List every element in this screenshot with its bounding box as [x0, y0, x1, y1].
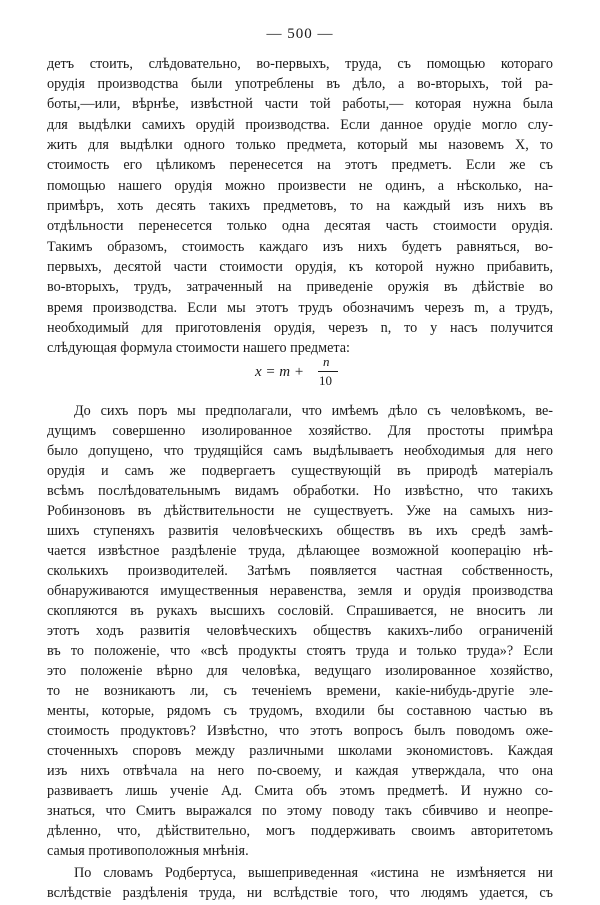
text-line: изъ нихъ отвѣчала на него по-своему, и каждая утверждала, что она	[47, 763, 553, 779]
text-line: развиваетъ лишь ученіе Ад. Смита объ этомъ предметѣ. И нужно со-	[47, 783, 553, 799]
formula-lhs: x = m +	[255, 364, 304, 380]
value-formula	[0, 354, 600, 396]
text-line: въ то положеніе, что «всѣ продукты стоятъ труда и только труда»? Если	[47, 643, 553, 659]
formula-numerator: n	[323, 354, 330, 369]
text-line: во-вторыхъ, трудъ, затраченный на приведеніе оружія въ дѣйствіе во	[47, 279, 553, 295]
text-line: примѣръ, хоть десять такихъ предметовъ, то на каждый изъ нихъ въ	[47, 198, 553, 214]
text-line: стоимость его цѣликомъ перенесется на этотъ предметъ. Если же съ	[47, 157, 553, 173]
text-line: знаться, что Смитъ выражался по этому поводу такъ сбивчиво и неопре-	[47, 803, 553, 819]
text-line: помощью нашего орудія можно произвести не одинъ, а нѣсколько, на-	[47, 178, 553, 194]
text-line: Такимъ образомъ, стоимость каждаго изъ нихъ будетъ равняться, во-	[47, 239, 553, 255]
text-line: было допущено, что трудящійся самъ выдѣлываетъ необходимыя для него	[47, 443, 553, 459]
text-line: отдѣльности перенесется только одна десятая часть стоимости орудія.	[47, 218, 553, 234]
text-line: стоимость продуктовъ? Извѣстно, что этотъ вопросъ былъ поводомъ оже-	[47, 723, 553, 739]
text-line: этотъ ходъ развитія человѣческихъ обществъ какихъ-либо ограниченій	[47, 623, 553, 639]
text-line: дущимъ совершенно изолированное хозяйство. Для простоты примѣра	[47, 423, 553, 439]
text-line: сколькихъ производителей. Затѣмъ появляется частная собственность,	[47, 563, 553, 579]
text-line: обнаруживаются имущественныя неравенства, земля и орудія производства	[47, 583, 553, 599]
text-line: слѣдующая формула стоимости нашего предмета:	[47, 340, 351, 356]
text-line: необходимый для приготовленія орудія, черезъ n, то у насъ получится	[47, 320, 553, 336]
text-line: До сихъ поръ мы предполагали, что имѣемъ дѣло съ человѣкомъ, ве-	[74, 403, 553, 419]
text-line: шихъ ступеняхъ развитія человѣческихъ обществъ въ ихъ средѣ замѣ-	[47, 523, 553, 539]
text-line: время производства. Если мы этотъ трудъ обозначимъ черезъ m, а трудъ,	[47, 300, 553, 316]
text-line: жить для выдѣлки одного только предмета, который мы назовемъ X, то	[47, 137, 553, 153]
text-line: Робинзоновъ въ дѣйствительности не существуетъ. Уже на самыхъ низ-	[47, 503, 553, 519]
text-line: это положеніе вѣрно для человѣка, ведущаго изолированное хозяйство,	[47, 663, 553, 679]
text-line: первыхъ, десятой части стоимости орудія, къ которой нужно прибавить,	[47, 259, 553, 275]
text-line: боты,—или, вѣрнѣе, извѣстной части той работы,— которая нужна была	[47, 96, 553, 112]
text-line: то не возникаютъ ли, съ теченіемъ времени, какіе-нибудь-другіе эле-	[47, 683, 553, 699]
text-line: детъ стоить, слѣдовательно, во-первыхъ, труда, съ помощью котораго	[47, 56, 553, 72]
text-line: самыя противоположныя мнѣнія.	[47, 843, 249, 859]
page-number: — 500 —	[266, 26, 334, 42]
text-line: орудія производства были употреблены въ дѣло, а во-вторыхъ, той ра-	[47, 76, 553, 92]
text-line: вслѣдствіе раздѣленія труда, ни вслѣдствіе того, что людямъ удается, съ	[47, 885, 553, 901]
formula-denominator: 10	[319, 373, 332, 388]
text-line: сточенныхъ споровъ между различными школами экономистовъ. Каждая	[47, 743, 553, 759]
text-line: всѣмъ послѣдовательнымъ видамъ обработки. Но извѣстно, что такихъ	[47, 483, 553, 499]
text-line: По словамъ Родбертуса, вышеприведенная «истина не измѣняется ни	[74, 865, 553, 881]
text-line: дѣленно, что, дѣйствительно, могъ поддерживать своимъ авторитетомъ	[47, 823, 553, 839]
text-line: орудія и самъ же подвергаетъ существующій въ природѣ матеріалъ	[47, 463, 553, 479]
fraction-bar	[318, 371, 338, 372]
text-line: чается извѣстное раздѣленіе труда, дѣлающее возможной кооперацію нѣ-	[47, 543, 553, 559]
text-line: скопляются въ рукахъ высшихъ сословій. Спрашивается, не вноситъ ли	[47, 603, 553, 619]
text-line: менты, которые, рядомъ съ трудомъ, входили бы составною частью въ	[47, 703, 553, 719]
text-line: для выдѣлки самихъ орудій производства. Если данное орудіе могло слу-	[47, 117, 553, 133]
